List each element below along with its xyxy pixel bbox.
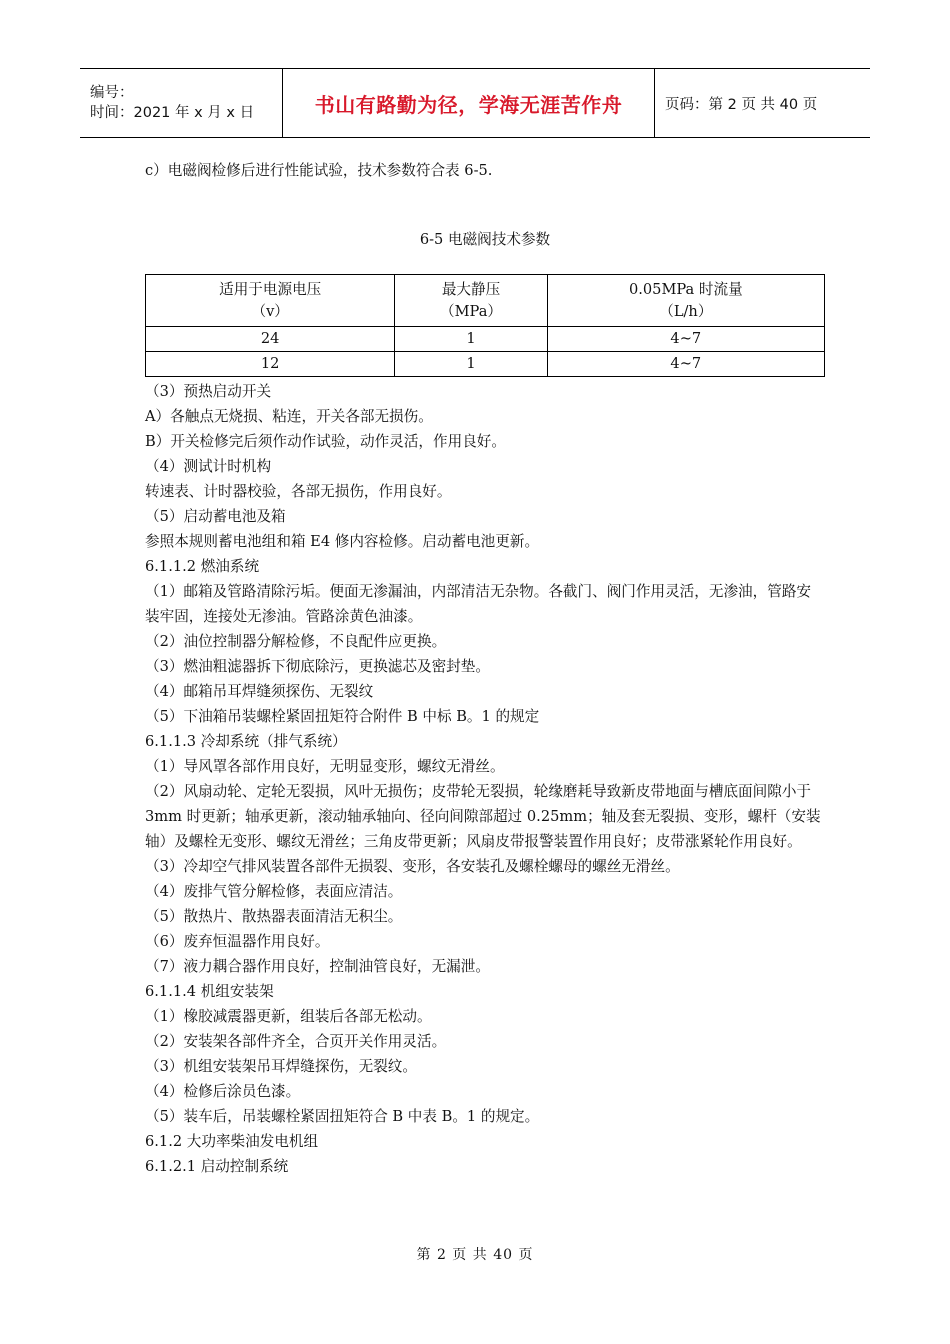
section-heading: 6.1.1.2 燃油系统 (145, 558, 260, 575)
document-body (145, 158, 825, 1179)
paragraph: （1）导风罩各部作用良好，无明显变形，螺纹无滑丝。 (145, 758, 505, 775)
table-caption: 6-5 电磁阀技术参数 (419, 231, 551, 248)
paragraph: （1）橡胶减震器更新，组装后各部无松动。 (145, 1008, 432, 1025)
intro-paragraph: c）电磁阀检修后进行性能试验，技术参数符合表 6-5. (145, 162, 493, 179)
header-cell-pressure (395, 275, 547, 327)
table-cell: 4~7 (547, 327, 824, 352)
table-row (146, 327, 825, 352)
table-row (146, 352, 825, 377)
table-cell: 4~7 (547, 352, 824, 377)
page-count-label: 页码：第 2 页 共 40 页 (665, 96, 818, 113)
header-pressure-label: 最大静压 (441, 280, 501, 298)
paragraph: （6）废弃恒温器作用良好。 (145, 933, 330, 950)
section-heading: 6.1.1.4 机组安装架 (145, 983, 274, 1000)
paragraph: 转速表、计时器校验，各部无损伤，作用良好。 (145, 483, 452, 500)
header-flow-label: 0.05MPa 时流量 (628, 280, 743, 298)
paragraph: （7）液力耦合器作用良好，控制油管良好，无漏泄。 (145, 958, 490, 975)
paragraph: （4）邮箱吊耳焊缝须探伤、无裂纹 (145, 683, 374, 700)
header-pressure-unit: （MPa） (440, 302, 503, 320)
page-footer: 第 2 页 共 40 页 (416, 1247, 534, 1263)
paragraph: A）各触点无烧损、粘连，开关各部无损伤。 (145, 408, 433, 425)
paragraph: （5）装车后，吊装螺栓紧固扭矩符合 B 中表 B。1 的规定。 (145, 1108, 540, 1125)
table-header-row (146, 275, 825, 327)
paragraph: （5）下油箱吊装螺栓紧固扭矩符合附件 B 中标 B。1 的规定 (145, 708, 540, 725)
document-number-label: 编号： (90, 85, 134, 101)
table-cell: 24 (146, 327, 395, 352)
paragraph: （3）预热启动开关 (145, 383, 272, 400)
header-flow-unit: （L/h） (659, 302, 713, 320)
page-header (80, 68, 870, 138)
section-heading: 6.1.1.3 冷却系统（排气系统） (145, 733, 347, 750)
header-meta (80, 69, 283, 137)
document-date: 时间：2021 年 x 月 x 日 (90, 105, 255, 121)
paragraph: （4）废排气管分解检修，表面应清洁。 (145, 883, 403, 900)
header-voltage-label: 适用于电源电压 (219, 280, 322, 298)
header-page-info (655, 69, 870, 137)
motto-text: 书山有路勤为径，学海无涯苦作舟 (314, 92, 623, 117)
solenoid-valve-parameters-table (145, 274, 825, 377)
paragraph: B）开关检修完后须作动作试验，动作灵活，作用良好。 (145, 433, 506, 450)
paragraph: （1）邮箱及管路清除污垢。便面无渗漏油，内部清洁无杂物。各截门、阀门作用灵活，无渗油，管路安装牢固，连接处无渗油。管路涂黄色油漆。 (145, 583, 812, 625)
paragraph: （4）检修后涂员色漆。 (145, 1083, 301, 1100)
paragraph: （3）机组安装架吊耳焊缝探伤，无裂纹。 (145, 1058, 417, 1075)
section-heading: 6.1.2.1 启动控制系统 (145, 1158, 289, 1175)
paragraph: 参照本规则蓄电池组和箱 E4 修内容检修。启动蓄电池更新。 (145, 533, 540, 550)
table-cell: 1 (395, 352, 547, 377)
paragraph: （4）测试计时机构 (145, 458, 272, 475)
header-voltage-unit: （v） (251, 302, 289, 320)
table-cell: 12 (146, 352, 395, 377)
paragraph: （3）冷却空气排风装置各部件无损裂、变形，各安装孔及螺栓螺母的螺丝无滑丝。 (145, 858, 680, 875)
header-cell-flow (547, 275, 824, 327)
section-heading: 6.1.2 大功率柴油发电机组 (145, 1133, 319, 1150)
paragraph: （2）安装架各部件齐全，合页开关作用灵活。 (145, 1033, 447, 1050)
paragraph: （2）油位控制器分解检修，不良配件应更换。 (145, 633, 447, 650)
paragraph: （3）燃油粗滤器拆下彻底除污，更换滤芯及密封垫。 (145, 658, 490, 675)
paragraph: （5）散热片、散热器表面清洁无积尘。 (145, 908, 403, 925)
header-cell-voltage (146, 275, 395, 327)
paragraph: （5）启动蓄电池及箱 (145, 508, 286, 525)
table-cell: 1 (395, 327, 547, 352)
paragraph: （2）风扇动轮、定轮无裂损，风叶无损伤；皮带轮无裂损，轮缘磨耗导致新皮带地面与槽底面间隙小于 3mm 时更新；轴承更新，滚动轴承轴向、径向间隙部超过 0.25mm；轴及套无裂损、变形，螺杆（安装轴）及螺栓无变形、螺纹无滑丝；三角皮带更新；风扇皮带报警装置作用良好；皮带涨紧轮作用良好。 (145, 783, 821, 850)
header-motto (283, 69, 655, 137)
